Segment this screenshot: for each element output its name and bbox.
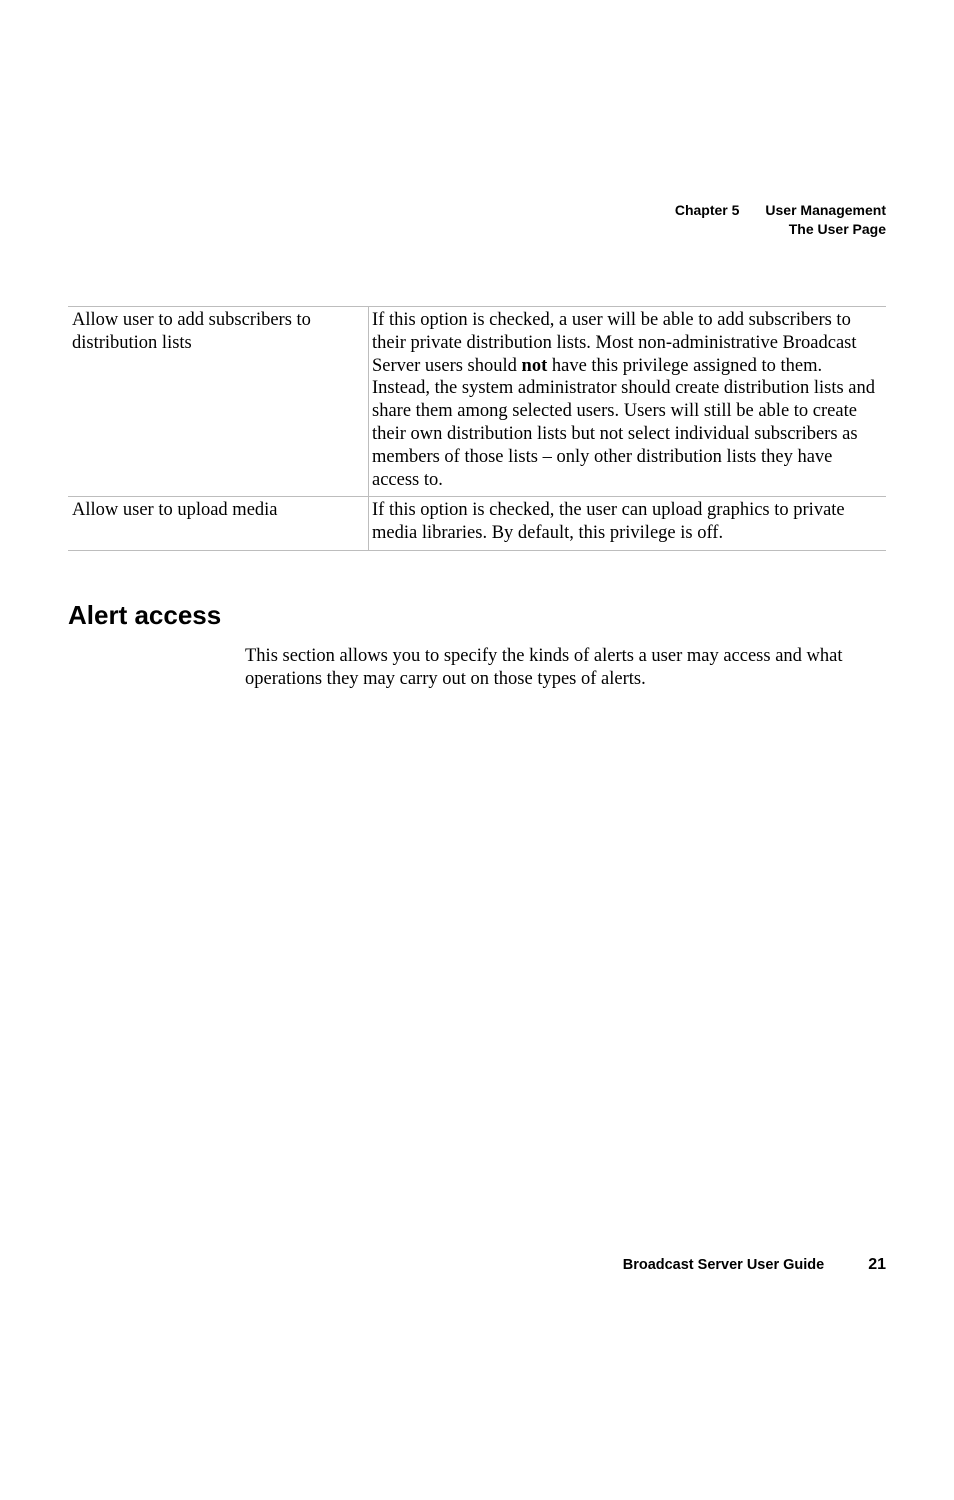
option-description-cell <box>369 497 887 551</box>
chapter-number: Chapter 5 <box>674 202 740 218</box>
section-heading: Alert access <box>68 600 222 630</box>
description-text: have this privilege assigned to them. Instead, the system administrator should create distribution lists and share them among selected users. Users will still be able to create their own distribution lists but not select individual subscribers as members of those lists – only other distribution lists they have access to. <box>372 355 876 490</box>
running-footer <box>623 1255 886 1275</box>
section-body-paragraph: This section allows you to specify the kinds of alerts a user may access and what operations they may carry out on those types of alerts. <box>245 646 843 689</box>
chapter-title: User Management <box>765 202 886 218</box>
header-chapter-line <box>675 201 886 220</box>
header-section: The User Page <box>788 221 886 237</box>
running-header <box>675 201 886 239</box>
guide-title: Broadcast Server User Guide <box>622 1257 825 1273</box>
description-text: If this option is checked, the user can upload graphics to private media libraries. By default, this privilege is off. <box>372 500 845 544</box>
options-table <box>68 306 886 551</box>
description-emphasis: not <box>521 355 548 376</box>
description-text: If this option is checked, a user will be able to add subscribers to their private distribution lists. Most non-administrative Broadcast Server users should <box>372 310 857 376</box>
table-row <box>68 497 886 551</box>
page-number: 21 <box>868 1256 886 1273</box>
option-description-cell <box>369 307 887 497</box>
option-name-cell: Allow user to add subscribers to distribution lists <box>68 307 369 497</box>
option-name-cell: Allow user to upload media <box>68 497 369 551</box>
table-row <box>68 307 886 497</box>
